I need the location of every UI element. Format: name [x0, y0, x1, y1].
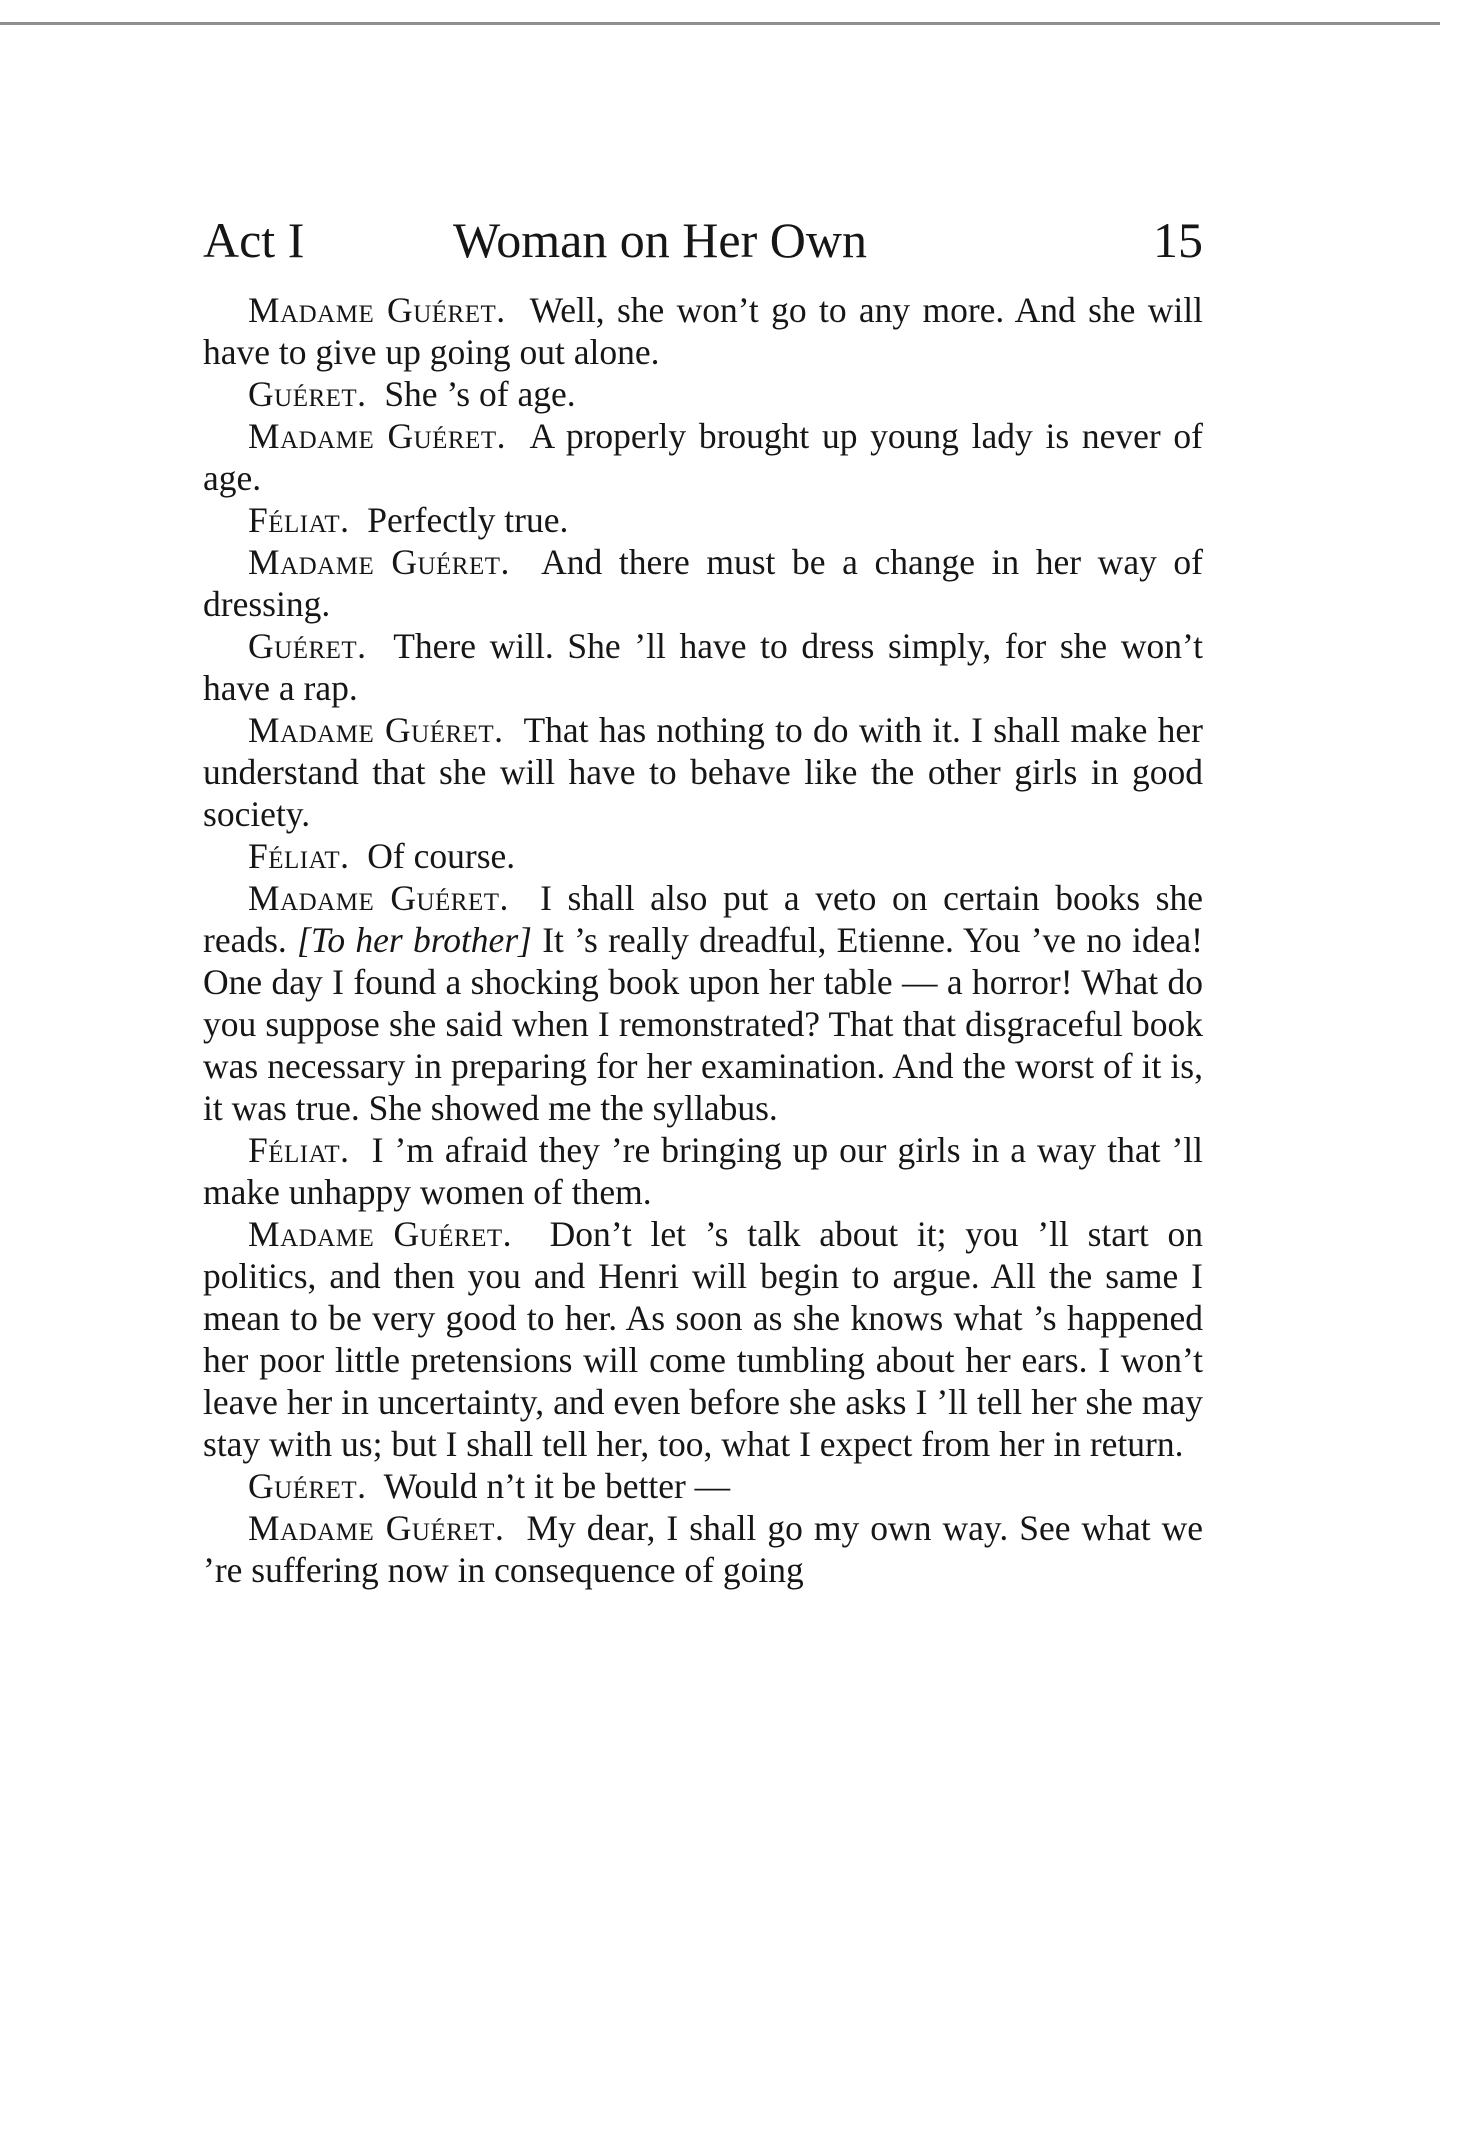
speech — [203, 1213, 1203, 1465]
speech-text: Of course. — [367, 836, 516, 876]
speech — [203, 1129, 1203, 1213]
speech — [203, 709, 1203, 835]
speech — [203, 1465, 1203, 1507]
speaker-name: Madame Guéret. — [248, 290, 506, 330]
speech-text: A properly brought up young lady is never of age. — [203, 416, 1203, 498]
speech-text: Don’t let ’s talk about it; you ’ll start on politics, and then you and Henri will begin to argue. All the same I mean to be very good to her. As soon as she knows what ’s happened her poor little pretensions will come tumbling about her ears. I won’t leave her in uncertainty, and even before she asks I ’ll tell her she may stay with us; but I shall tell her, too, what I expect from her in return. — [203, 1214, 1203, 1464]
speech — [203, 541, 1203, 625]
running-header — [203, 205, 1203, 275]
speech-text: It ’s really dreadful, Etienne. You ’ve no idea! One day I found a shocking book upon her table — a horror! What do you suppose she said when I remonstrated? That that disgraceful book was necessary in preparing for her examination. And the worst of it is, it was true. She showed me the syllabus. — [203, 920, 1203, 1128]
speech — [203, 499, 1203, 541]
speech — [203, 835, 1203, 877]
speech-text: She ’s of age. — [384, 374, 576, 414]
speaker-name: Féliat. — [248, 836, 350, 876]
page-number: 15 — [1153, 212, 1203, 268]
speaker-name: Féliat. — [248, 500, 350, 540]
speech — [203, 373, 1203, 415]
speaker-name: Madame Guéret. — [248, 416, 506, 456]
speaker-name: Féliat. — [248, 1130, 350, 1170]
speech — [203, 1507, 1203, 1591]
speech-text: I ’m afraid they ’re bringing up our girls in a way that ’ll make unhappy women of them. — [203, 1130, 1204, 1212]
speech-text: And there must be a change in her way of dressing. — [203, 542, 1203, 624]
stage-direction: [To her brother] — [297, 920, 532, 960]
speech-text: There will. She ’ll have to dress simply, for she won’t have a rap. — [203, 626, 1204, 708]
speech — [203, 877, 1203, 1129]
speaker-name: Madame Guéret. — [248, 1508, 505, 1548]
speaker-name: Madame Guéret. — [248, 542, 510, 582]
speaker-name: Guéret. — [248, 374, 367, 414]
speech-text: Perfectly true. — [367, 500, 569, 540]
act-label: Act I — [203, 212, 305, 268]
speech-text: Well, she won’t go to any more. And she will have to give up going out alone. — [203, 290, 1203, 372]
play-text — [203, 289, 1203, 1591]
speech — [203, 289, 1203, 373]
speech-text: Would n’t it be better — — [383, 1466, 731, 1506]
running-title: Woman on Her Own — [453, 212, 867, 268]
speaker-name: Madame Guéret. — [248, 878, 509, 918]
speech-text: That has nothing to do with it. I shall make her understand that she will have to behave like the other girls in good society. — [203, 710, 1203, 834]
speech — [203, 625, 1203, 709]
speaker-name: Madame Guéret. — [248, 710, 504, 750]
speech-text: My dear, I shall go my own way. See what we ’re suffering now in consequence of going — [203, 1508, 1203, 1590]
speech-text: I shall also put a veto on certain books she reads. — [203, 878, 1203, 960]
speaker-name: Guéret. — [248, 626, 367, 666]
speaker-name: Guéret. — [248, 1466, 367, 1506]
top-rule — [0, 22, 1440, 25]
speech — [203, 415, 1203, 499]
speaker-name: Madame Guéret. — [248, 1214, 513, 1254]
